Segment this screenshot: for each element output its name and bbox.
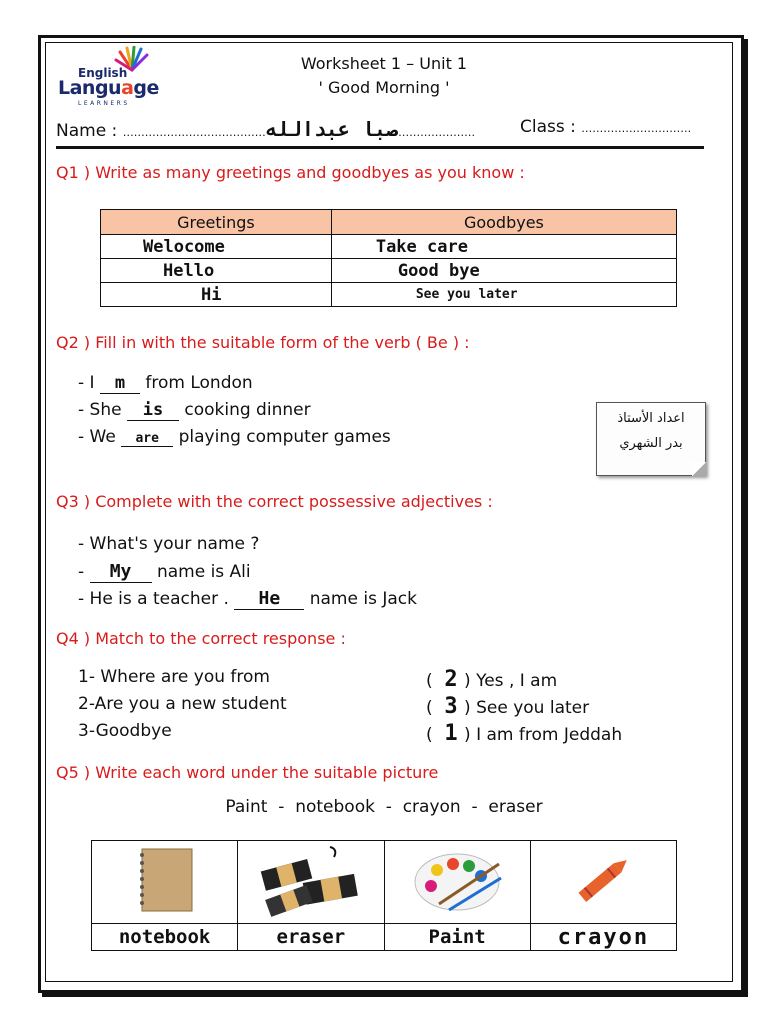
q2-prompt: Q2 ) Fill in with the suitable form of the verb ( Be ) : — [56, 333, 470, 352]
page-curl-icon — [692, 462, 706, 476]
notebook-picture-cell — [92, 841, 238, 924]
notebook-icon — [130, 845, 200, 915]
q2-item: - I m from London — [78, 373, 253, 393]
q3-item: - My name is Ali — [78, 561, 251, 582]
q3-answer-blank[interactable]: He — [234, 588, 304, 610]
goodbye-cell[interactable]: See you later — [331, 283, 676, 307]
worksheet-subtitle: ' Good Morning ' — [318, 78, 450, 97]
q4-right-item: ( 3 ) See you later — [426, 694, 590, 719]
goodbye-cell[interactable]: Take care — [331, 235, 676, 259]
q2-answer-blank[interactable]: are — [121, 431, 173, 447]
name-field[interactable] — [56, 117, 475, 141]
eraser-picture-cell — [238, 841, 384, 924]
q2-answer-blank[interactable]: is — [127, 400, 179, 421]
teacher-credit-note — [596, 402, 706, 476]
class-field[interactable] — [520, 117, 691, 137]
picture-answer-cell[interactable]: crayon — [530, 924, 676, 951]
greeting-cell[interactable]: Hi — [101, 283, 332, 307]
logo-text-learners: LEARNERS — [78, 100, 130, 107]
name-label: Name : — [56, 121, 118, 141]
paint-picture-cell — [384, 841, 530, 924]
q5-prompt: Q5 ) Write each word under the suitable picture — [56, 763, 439, 782]
eraser-icon — [256, 843, 366, 917]
greetings-header: Greetings — [101, 210, 332, 235]
q1-prompt: Q1 ) Write as many greetings and goodbyes as you know : — [56, 163, 525, 182]
note-line-2: بدر الشهري — [619, 436, 683, 451]
name-dots: ………………………………… — [122, 126, 266, 139]
picture-answer-cell[interactable]: eraser — [238, 924, 384, 951]
crayon-picture-cell — [530, 841, 676, 924]
q3-prompt: Q3 ) Complete with the correct possessive adjectives : — [56, 492, 493, 511]
q4-right-item: ( 1 ) I am from Jeddah — [426, 721, 623, 746]
q3-item: - What's your name ? — [78, 534, 260, 554]
q4-left-item: 1- Where are you from — [78, 667, 270, 687]
crayon-icon — [568, 850, 638, 910]
q4-answer[interactable]: 1 — [444, 721, 458, 746]
q4-answer[interactable]: 2 — [444, 667, 458, 692]
table-row — [101, 235, 677, 259]
q4-left-item: 3-Goodbye — [78, 721, 172, 741]
worksheet-title: Worksheet 1 – Unit 1 — [300, 54, 468, 73]
note-line-1: اعداد الأستاذ — [617, 411, 685, 426]
q4-answer[interactable]: 3 — [444, 694, 458, 719]
greeting-cell[interactable]: Hello — [101, 259, 332, 283]
goodbyes-header: Goodbyes — [331, 210, 676, 235]
header-divider — [56, 146, 704, 149]
q4-right-item: ( 2 ) Yes , I am — [426, 667, 558, 692]
greetings-table — [100, 209, 677, 307]
q4-prompt: Q4 ) Match to the correct response : — [56, 629, 346, 648]
name-handwritten: صبا عبدالله — [265, 117, 399, 141]
q2-item: - She is cooking dinner — [78, 400, 311, 420]
word-bank: Paint - notebook - crayon - eraser — [225, 797, 543, 817]
q2-answer-blank[interactable]: m — [100, 373, 140, 394]
q4-left-item: 2-Are you a new student — [78, 694, 287, 714]
picture-answer-cell[interactable]: notebook — [92, 924, 238, 951]
logo-text-english: English — [78, 66, 128, 80]
table-row — [101, 283, 677, 307]
class-label: Class : — [520, 117, 576, 137]
q2-item: - We are playing computer games — [78, 427, 391, 447]
paint-palette-icon — [409, 844, 505, 916]
table-row — [101, 259, 677, 283]
q3-item: - He is a teacher . He name is Jack — [78, 588, 417, 609]
greeting-cell[interactable]: Welocome — [101, 235, 332, 259]
name-dots: ………………… — [398, 126, 476, 139]
goodbye-cell[interactable]: Good bye — [331, 259, 676, 283]
logo-text-language: Language — [58, 77, 159, 99]
picture-answer-cell[interactable]: Paint — [384, 924, 530, 951]
q3-answer-blank[interactable]: My — [90, 561, 152, 583]
picture-table — [91, 840, 677, 951]
class-dots: ………………………… — [581, 122, 692, 135]
